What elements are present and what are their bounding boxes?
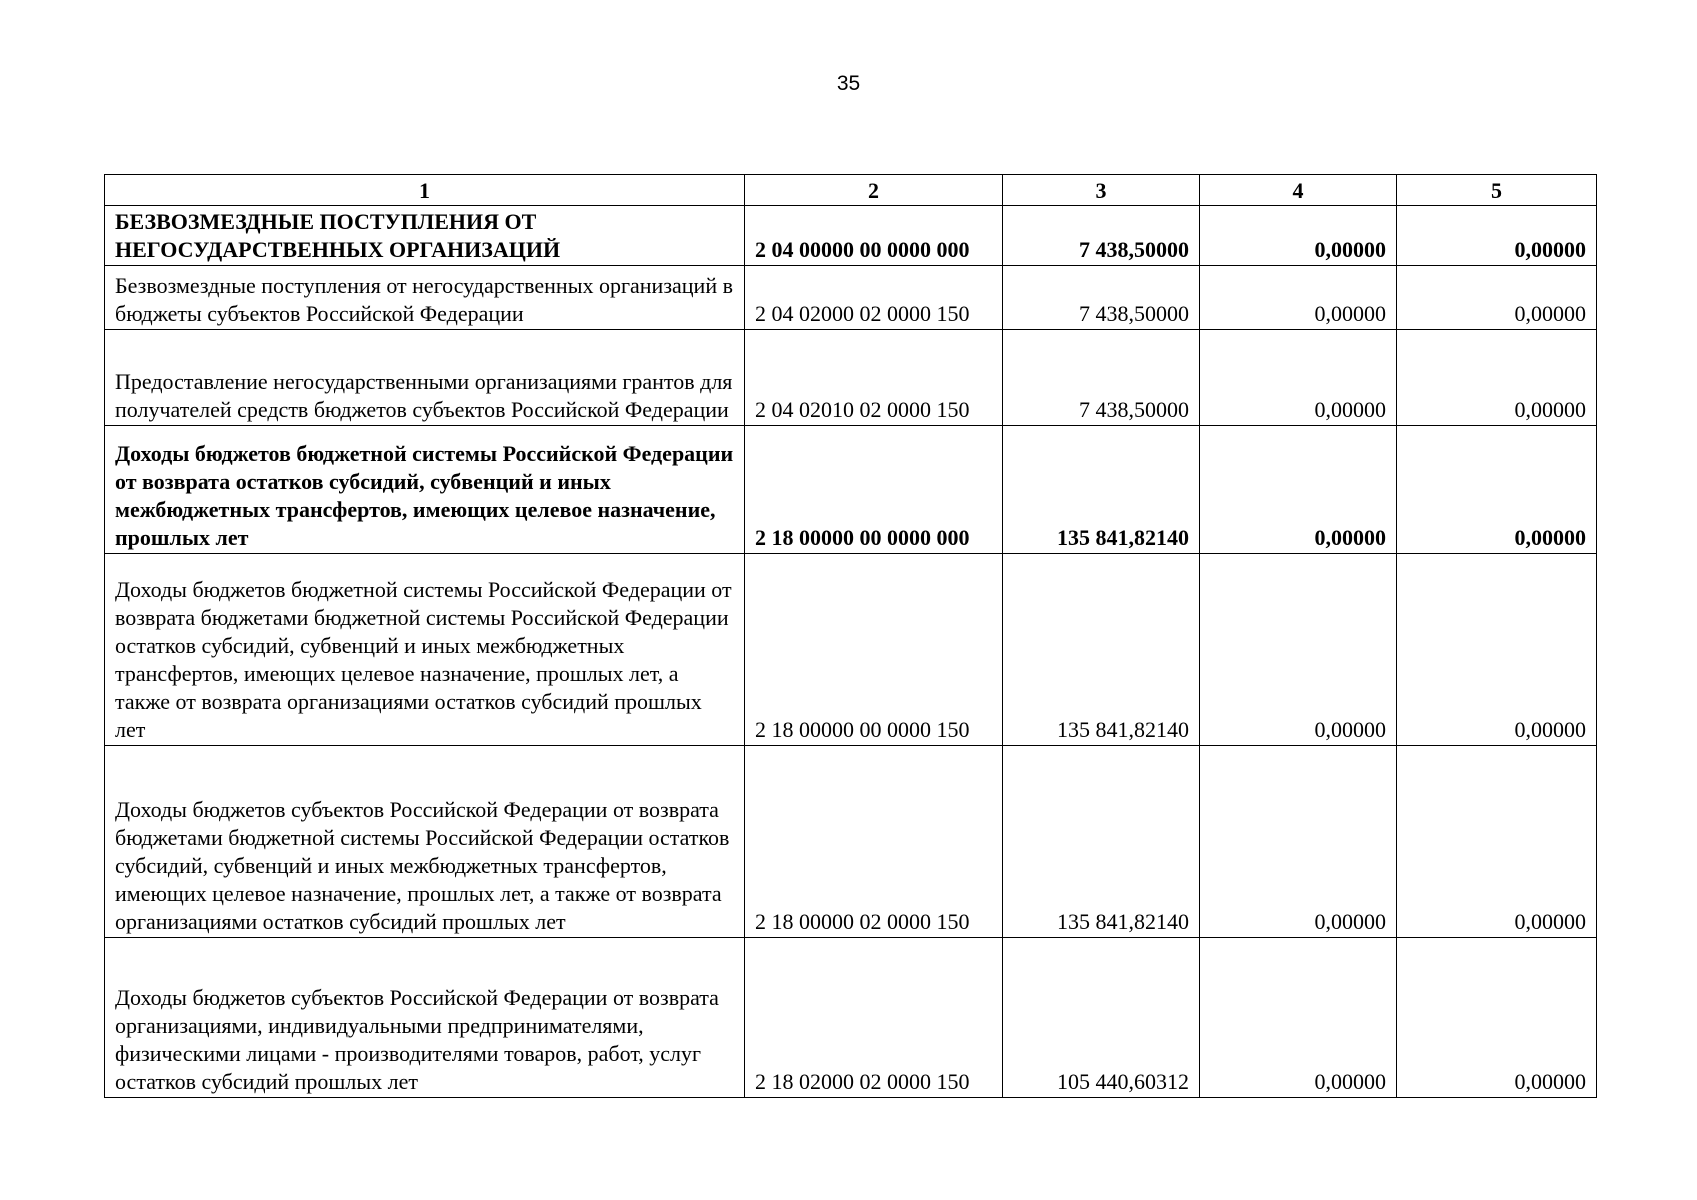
row-value-4: 0,00000 xyxy=(1200,426,1397,554)
row-value-4: 0,00000 xyxy=(1200,938,1397,1098)
row-code: 2 04 02010 02 0000 150 xyxy=(745,330,1003,426)
revenue-table xyxy=(104,174,1597,1098)
row-value-4: 0,00000 xyxy=(1200,554,1397,746)
table-row xyxy=(105,206,1597,266)
row-code: 2 18 00000 00 0000 000 xyxy=(745,426,1003,554)
row-value-5: 0,00000 xyxy=(1397,554,1597,746)
table-header-row xyxy=(105,175,1597,206)
column-header-3: 3 xyxy=(1003,175,1200,206)
row-description: Доходы бюджетов бюджетной системы Российской Федерации от возврата остатков субсидий, субвенций и иных межбюджетных трансфертов, имеющих целевое назначение, прошлых лет xyxy=(105,426,745,554)
row-value-4: 0,00000 xyxy=(1200,266,1397,330)
row-description: БЕЗВОЗМЕЗДНЫЕ ПОСТУПЛЕНИЯ ОТ НЕГОСУДАРСТВЕННЫХ ОРГАНИЗАЦИЙ xyxy=(105,206,745,266)
row-value-5: 0,00000 xyxy=(1397,266,1597,330)
row-description: Доходы бюджетов субъектов Российской Федерации от возврата организациями, индивидуальными предпринимателями, физическими лицами - производителями товаров, работ, услуг остатков субсидий прошлых лет xyxy=(105,938,745,1098)
table-row xyxy=(105,426,1597,554)
table-row xyxy=(105,938,1597,1098)
column-header-1: 1 xyxy=(105,175,745,206)
row-value-5: 0,00000 xyxy=(1397,426,1597,554)
row-value-4: 0,00000 xyxy=(1200,746,1397,938)
row-value-5: 0,00000 xyxy=(1397,330,1597,426)
row-code: 2 18 00000 00 0000 150 xyxy=(745,554,1003,746)
row-value-3: 135 841,82140 xyxy=(1003,746,1200,938)
row-value-5: 0,00000 xyxy=(1397,938,1597,1098)
row-value-3: 7 438,50000 xyxy=(1003,266,1200,330)
row-code: 2 18 02000 02 0000 150 xyxy=(745,938,1003,1098)
row-description: Предоставление негосударственными организациями грантов для получателей средств бюджетов субъектов Российской Федерации xyxy=(105,330,745,426)
row-code: 2 04 00000 00 0000 000 xyxy=(745,206,1003,266)
table-row xyxy=(105,554,1597,746)
row-code: 2 18 00000 02 0000 150 xyxy=(745,746,1003,938)
row-value-3: 7 438,50000 xyxy=(1003,206,1200,266)
table-row xyxy=(105,330,1597,426)
row-value-3: 135 841,82140 xyxy=(1003,426,1200,554)
row-value-3: 7 438,50000 xyxy=(1003,330,1200,426)
row-value-3: 105 440,60312 xyxy=(1003,938,1200,1098)
row-description: Безвозмездные поступления от негосударственных организаций в бюджеты субъектов Российской Федерации xyxy=(105,266,745,330)
page-number: 35 xyxy=(836,72,861,95)
row-value-4: 0,00000 xyxy=(1200,330,1397,426)
row-value-3: 135 841,82140 xyxy=(1003,554,1200,746)
row-description: Доходы бюджетов субъектов Российской Федерации от возврата бюджетами бюджетной системы Российской Федерации остатков субсидий, субвенций и иных межбюджетных трансфертов, имеющих целевое назначение, прошлых лет, а также от возврата организациями остатков субсидий прошлых лет xyxy=(105,746,745,938)
row-value-4: 0,00000 xyxy=(1200,206,1397,266)
row-description: Доходы бюджетов бюджетной системы Российской Федерации от возврата бюджетами бюджетной системы Российской Федерации остатков субсидий, субвенций и иных межбюджетных трансфертов, имеющих целевое назначение, прошлых лет, а также от возврата организациями остатков субсидий прошлых лет xyxy=(105,554,745,746)
column-header-2: 2 xyxy=(745,175,1003,206)
table-row xyxy=(105,266,1597,330)
row-value-5: 0,00000 xyxy=(1397,746,1597,938)
row-code: 2 04 02000 02 0000 150 xyxy=(745,266,1003,330)
table-row xyxy=(105,746,1597,938)
column-header-5: 5 xyxy=(1397,175,1597,206)
column-header-4: 4 xyxy=(1200,175,1397,206)
row-value-5: 0,00000 xyxy=(1397,206,1597,266)
